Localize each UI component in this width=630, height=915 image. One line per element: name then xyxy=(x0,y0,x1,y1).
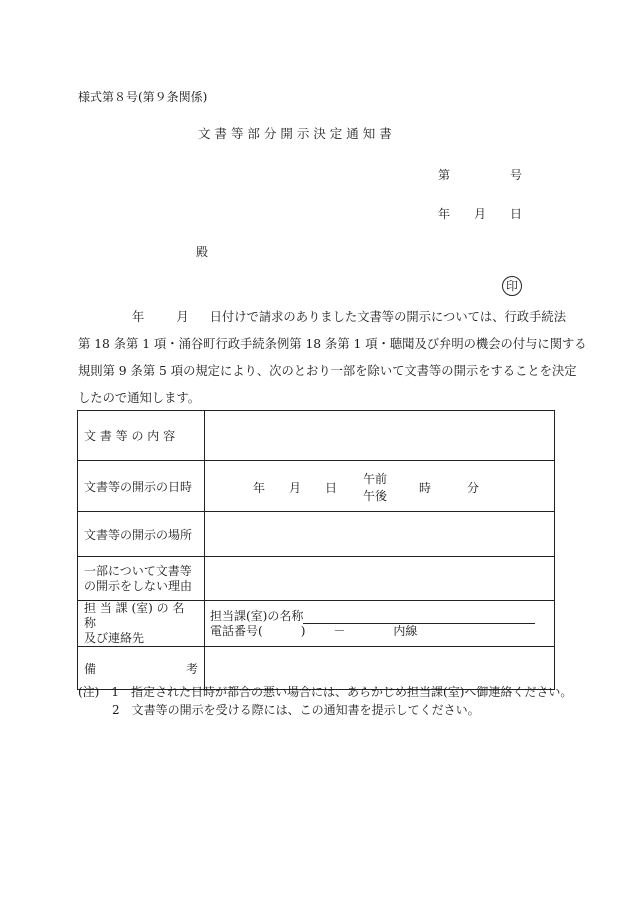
contact-label: 担 当 課 (室) の 名 称 及び連絡先 xyxy=(78,601,205,647)
body-line-4: したので通知します。 xyxy=(78,391,200,405)
dt-am: 午前 xyxy=(363,472,388,486)
datetime-field[interactable] xyxy=(205,461,555,512)
number-go: 号 xyxy=(510,168,523,182)
table-row xyxy=(78,557,555,601)
table-row xyxy=(78,601,555,647)
disclosure-table xyxy=(77,410,555,690)
body-line-2: 第 18 条第 1 項・涌谷町行政手続条例第 18 条第 1 項・聴聞及び弁明の機会の付与に関する xyxy=(78,337,587,351)
seal-mark: 印 xyxy=(502,276,522,296)
note-2: 2 文書等の開示を受ける際には、この通知書を提示してください。 xyxy=(112,703,480,717)
reason-label: 一部について文書等 の開示をしない理由 xyxy=(78,557,205,601)
table-row xyxy=(78,512,555,557)
body-line-1: 年 月 日付けで請求のありました文書等の開示については、行政手続法 xyxy=(132,310,566,324)
document-title: 文 書 等 部 分 開 示 決 定 通 知 書 xyxy=(198,126,392,141)
dt-day: 日 xyxy=(325,481,338,495)
form-number: 様式第８号(第９条関係) xyxy=(78,90,208,104)
contact-field[interactable] xyxy=(205,601,555,647)
dt-pm: 午後 xyxy=(363,489,388,503)
dt-hour: 時 xyxy=(419,481,432,495)
phone-line: 電話番号( ) － 内線 xyxy=(210,623,418,638)
dt-minute: 分 xyxy=(467,481,480,495)
reason-field[interactable] xyxy=(205,557,555,601)
dt-month: 月 xyxy=(289,481,302,495)
body-line-3: 規則第 9 条第 5 項の規定により、次のとおり一部を除いて文書等の開示をすることを決定 xyxy=(78,364,577,378)
table-row xyxy=(78,461,555,512)
place-field[interactable] xyxy=(205,512,555,557)
remarks-label: 備 考 xyxy=(78,647,205,690)
date-month: 月 xyxy=(474,207,487,221)
datetime-label: 文書等の開示の日時 xyxy=(78,461,205,512)
content-label: 文 書 等 の 内 容 xyxy=(78,411,205,461)
addressee-suffix: 殿 xyxy=(196,245,209,259)
note-1: (注) 1 指定された日時が都合の悪い場合には、あらかじめ担当課(室)へ御連絡ください。 xyxy=(78,685,573,699)
department-name-line: 担当課(室)の名称 xyxy=(210,609,548,624)
number-dai: 第 xyxy=(438,168,451,182)
place-label: 文書等の開示の場所 xyxy=(78,512,205,557)
dt-year: 年 xyxy=(253,481,266,495)
date-day: 日 xyxy=(510,207,523,221)
date-year: 年 xyxy=(438,207,451,221)
table-row xyxy=(78,411,555,461)
content-field[interactable] xyxy=(205,411,555,461)
